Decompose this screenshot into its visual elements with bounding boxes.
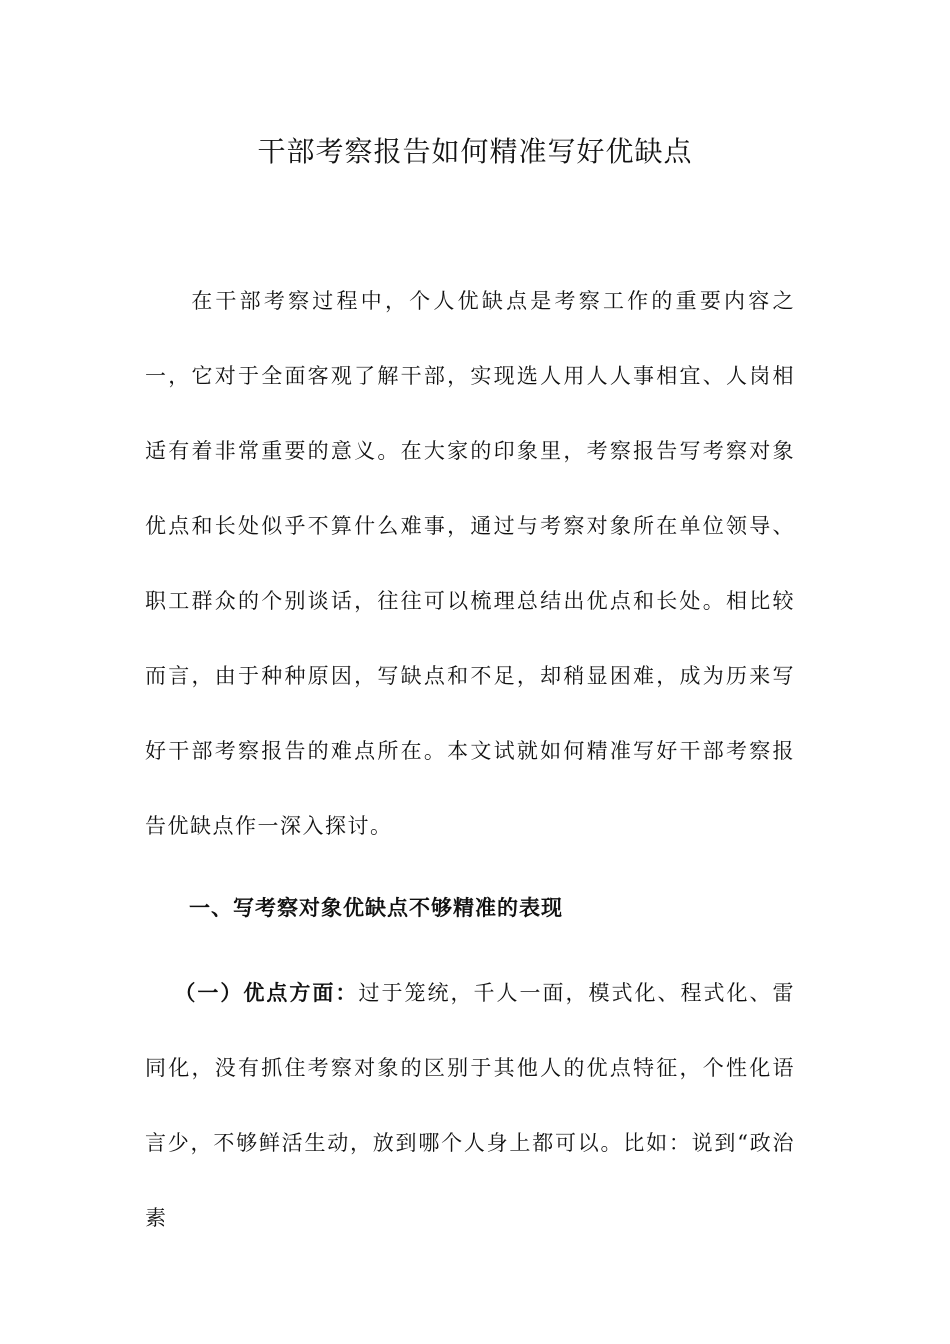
intro-paragraph: 在干部考察过程中，个人优缺点是考察工作的重要内容之一，它对于全面客观了解干部，实现选人用人人事相宜、人岗相适有着非常重要的意义。在大家的印象里，考察报告写考察对象优点和长处似乎不算什么难事，通过与考察对象所在单位领导、职工群众的个别谈话，往往可以梳理总结出优点和长处。相比较而言，由于种种原因，写缺点和不足，却稍显困难，成为历来写好干部考察报告的难点所在。本文试就如何精准写好干部考察报告优缺点作一深入探讨。: [145, 289, 795, 838]
subsection-paragraph: [145, 955, 795, 1256]
section-heading: 一、写考察对象优缺点不够精准的表现: [189, 895, 563, 920]
subsection-text: 过于笼统，千人一面，模式化、程式化、雷同化，没有抓住考察对象的区别于其他人的优点特征，个性化语言少，不够鲜活生动，放到哪个人身上都可以。比如：说到“政治素: [145, 981, 796, 1230]
document-title: 干部考察报告如何精准写好优缺点: [257, 135, 693, 168]
subsection-lead: （一）优点方面：: [174, 980, 359, 1005]
